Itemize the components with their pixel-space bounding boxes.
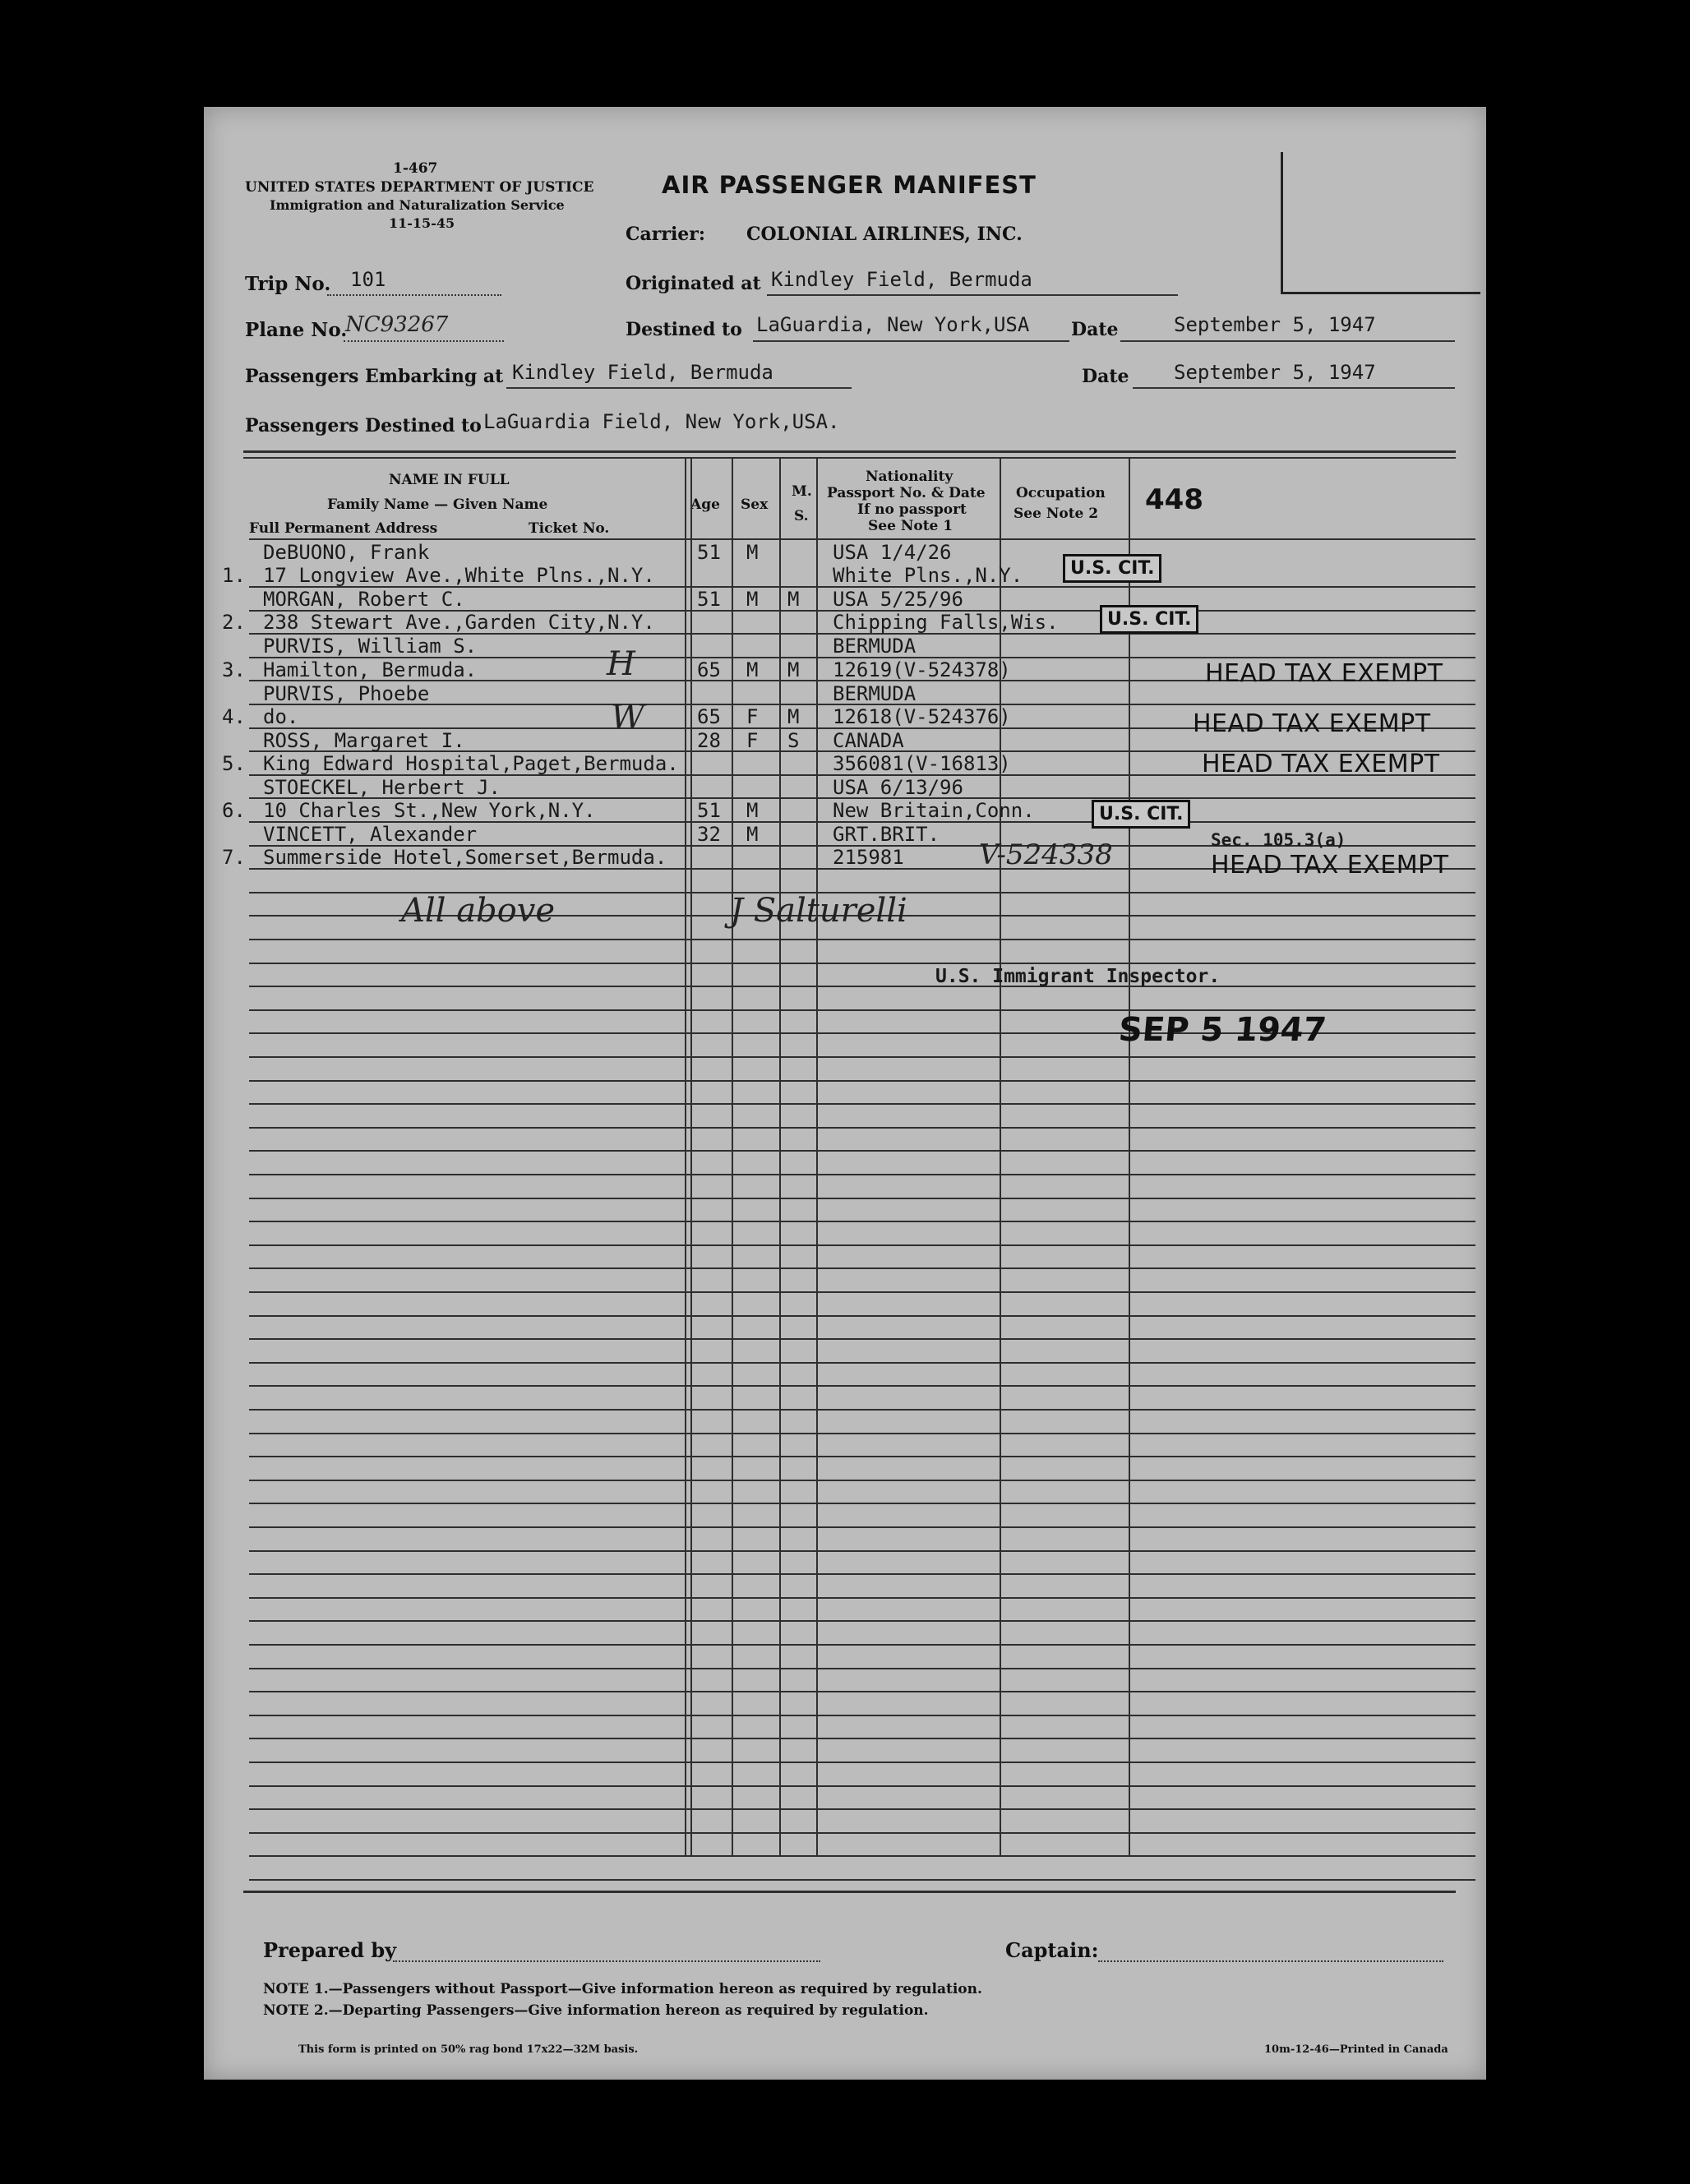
head-tax-stamp-4: HEAD TAX EXEMPT [1193, 709, 1431, 738]
plane-label: Plane No. [245, 319, 348, 341]
double-rule-bottom [243, 457, 1456, 459]
ruled-line [249, 1762, 1475, 1763]
printed-note: This form is printed on 50% rag bond 17x22—32M basis. [298, 2043, 639, 2056]
date-stamp: SEP 5 1947 [1116, 1011, 1328, 1049]
inspector-stamp: U.S. Immigrant Inspector. [935, 966, 1221, 987]
passenger-5-num: 5. [222, 752, 246, 775]
ruled-line [249, 939, 1475, 940]
captain-line [1098, 1940, 1443, 1962]
passenger-4-age: 65 [697, 705, 721, 728]
passenger-5-nat2: 356081(V-16813) [833, 752, 1011, 775]
carrier-value: COLONIAL AIRLINES, INC. [746, 224, 1023, 245]
h-mark: H [607, 645, 635, 683]
col-divider-sex [732, 459, 733, 1856]
passenger-5-age: 28 [697, 729, 721, 752]
passenger-7-num: 7. [222, 846, 246, 869]
ruled-line [249, 1832, 1475, 1834]
ruled-line [249, 1362, 1475, 1364]
date-value-1: September 5, 1947 [1174, 313, 1376, 336]
manifest-document [204, 107, 1486, 2080]
passenger-6-sex: M [746, 799, 759, 822]
originated-label: Originated at [626, 273, 761, 294]
col-sex: Sex [741, 496, 769, 513]
ruled-line [249, 986, 1475, 987]
col-ms-2: S. [794, 508, 809, 524]
ruled-line [249, 1385, 1475, 1387]
ruled-line [249, 1456, 1475, 1457]
ruled-line [249, 1480, 1475, 1481]
passenger-3-nat2: 12619(V-524378) [833, 658, 1011, 681]
destined-value: LaGuardia, New York,USA [756, 313, 1030, 336]
passenger-2-sex: M [746, 588, 759, 611]
col-divider-age-2 [690, 459, 692, 1856]
ruled-line [249, 1597, 1475, 1599]
passenger-2-nat1: USA 5/25/96 [833, 588, 963, 611]
ruled-line [249, 1855, 1475, 1857]
carrier-label: Carrier: [626, 224, 706, 245]
ruled-line [249, 1267, 1475, 1269]
passenger-2-ms: M [787, 588, 800, 611]
dest-pass-label: Passengers Destined to [245, 415, 482, 436]
passenger-7-sex: M [746, 823, 759, 846]
head-tax-stamp-7: HEAD TAX EXEMPT [1211, 851, 1449, 880]
passenger-3-age: 65 [697, 658, 721, 681]
passenger-3-address: Hamilton, Bermuda. [263, 658, 478, 681]
head-tax-stamp-3: HEAD TAX EXEMPT [1205, 659, 1443, 688]
ruled-line [249, 1573, 1475, 1575]
col-nat-2: Passport No. & Date [827, 485, 986, 501]
dest-pass-value: LaGuardia Field, New York,USA. [483, 410, 840, 433]
passenger-6-age: 51 [697, 799, 721, 822]
passenger-7-address: Summerside Hotel,Somerset,Bermuda. [263, 846, 667, 869]
passenger-6-nat1: USA 6/13/96 [833, 776, 963, 799]
passenger-2-address: 238 Stewart Ave.,Garden City,N.Y. [263, 611, 655, 634]
ruled-line [249, 1879, 1475, 1881]
passenger-2-num: 2. [222, 611, 246, 634]
destined-label: Destined to [626, 319, 742, 340]
passenger-4-ms: M [787, 705, 800, 728]
passenger-3-nat1: BERMUDA [833, 635, 917, 658]
originated-value: Kindley Field, Bermuda [771, 268, 1032, 291]
passenger-3-sex: M [746, 658, 759, 681]
passenger-5-ms: S [787, 729, 800, 752]
page-number: 448 [1145, 483, 1203, 516]
col-nat-3: If no passport [857, 501, 967, 518]
ruled-line [249, 1315, 1475, 1317]
w-mark: W [611, 699, 645, 736]
ruled-line [249, 1668, 1475, 1669]
ruled-line [249, 1127, 1475, 1129]
ruled-line [249, 1550, 1475, 1552]
passenger-5-address: King Edward Hospital,Paget,Bermuda. [263, 752, 679, 775]
passenger-4-name: PURVIS, Phoebe [263, 682, 430, 705]
section-stamp: Sec. 105.3(a) [1211, 830, 1346, 850]
ruled-line [249, 1080, 1475, 1082]
ruled-line [249, 538, 1475, 540]
passenger-6-nat2: New Britain,Conn. [833, 799, 1035, 822]
us-cit-stamp-3: U.S. CIT. [1092, 800, 1190, 829]
ruled-line [249, 1644, 1475, 1646]
passenger-6-address: 10 Charles St.,New York,N.Y. [263, 799, 596, 822]
ruled-line [249, 1808, 1475, 1810]
trip-label: Trip No. [245, 273, 331, 295]
passenger-1-address: 17 Longview Ave.,White Plns.,N.Y. [263, 564, 655, 587]
passenger-4-nat2: 12618(V-524376) [833, 705, 1011, 728]
passenger-2-name: MORGAN, Robert C. [263, 588, 465, 611]
passenger-5-name: ROSS, Margaret I. [263, 729, 465, 752]
passenger-1-nat1: USA 1/4/26 [833, 541, 952, 564]
passenger-2-age: 51 [697, 588, 721, 611]
ruled-line [249, 1691, 1475, 1692]
inspector-signature: J Salturelli [730, 892, 907, 930]
col-divider-age [685, 459, 686, 1856]
col-name-title: NAME IN FULL [389, 472, 510, 488]
trip-value: 101 [350, 268, 386, 291]
us-cit-stamp-2: U.S. CIT. [1100, 605, 1198, 634]
col-name-sub: Family Name — Given Name [327, 496, 548, 513]
service: Immigration and Naturalization Service [270, 197, 565, 213]
date-value-2: September 5, 1947 [1174, 361, 1376, 384]
col-ticket: Ticket No. [529, 520, 610, 537]
ruled-line [249, 1244, 1475, 1246]
form-date: 11-15-45 [389, 215, 455, 231]
us-cit-stamp-1: U.S. CIT. [1063, 554, 1161, 583]
captain-label: Captain: [1005, 1938, 1099, 1962]
all-above-note: All above [401, 892, 555, 930]
ruled-line [249, 1738, 1475, 1739]
passenger-4-nat1: BERMUDA [833, 682, 917, 705]
passenger-5-nat1: CANADA [833, 729, 904, 752]
passenger-2-nat2: Chipping Falls,Wis. [833, 611, 1059, 634]
ruled-line [249, 1526, 1475, 1528]
passenger-7-name: VINCETT, Alexander [263, 823, 478, 846]
col-address: Full Permanent Address [249, 520, 438, 537]
ruled-line [249, 1221, 1475, 1222]
passenger-4-address: do. [263, 705, 299, 728]
passenger-3-name: PURVIS, William S. [263, 635, 478, 658]
col-occ-2: See Note 2 [1014, 506, 1099, 522]
passenger-4-sex: F [746, 705, 759, 728]
plane-value: NC93267 [345, 312, 449, 337]
department: UNITED STATES DEPARTMENT OF JUSTICE [245, 179, 594, 196]
embarking-value: Kindley Field, Bermuda [512, 361, 773, 384]
visa-handwritten-7: V-524338 [979, 838, 1113, 871]
ruled-line [249, 1503, 1475, 1504]
col-divider-nat [816, 459, 818, 1856]
passenger-7-age: 32 [697, 823, 721, 846]
date-label-1: Date [1071, 319, 1119, 340]
prepared-line [393, 1940, 820, 1962]
passenger-1-nat2: White Plns.,N.Y. [833, 564, 1023, 587]
passenger-1-num: 1. [222, 564, 246, 587]
passenger-7-nat2: 215981 [833, 846, 904, 869]
ruled-line [249, 1620, 1475, 1622]
manifest-title: AIR PASSENGER MANIFEST [662, 171, 1037, 199]
ruled-line [249, 1409, 1475, 1411]
col-nat-1: Nationality [866, 469, 954, 485]
ruled-line [249, 1103, 1475, 1105]
ruled-line [249, 1433, 1475, 1434]
passenger-6-num: 6. [222, 799, 246, 822]
passenger-4-num: 4. [222, 705, 246, 728]
note-1: NOTE 1.—Passengers without Passport—Give information hereon as required by regulation. [263, 1981, 982, 1997]
prepared-label: Prepared by [263, 1938, 397, 1962]
date-label-2: Date [1082, 366, 1129, 387]
passenger-1-name: DeBUONO, Frank [263, 541, 430, 564]
passenger-3-ms: M [787, 658, 800, 681]
col-ms-1: M. [792, 483, 812, 500]
ruled-line [249, 1338, 1475, 1340]
passenger-3-num: 3. [222, 658, 246, 681]
footer-rule [243, 1891, 1456, 1893]
embarking-label: Passengers Embarking at [245, 366, 504, 387]
ruled-line [249, 1715, 1475, 1716]
ruled-line [249, 1174, 1475, 1175]
ruled-line [249, 963, 1475, 964]
passenger-5-sex: F [746, 729, 759, 752]
note-2: NOTE 2.—Departing Passengers—Give information hereon as required by regulation. [263, 2002, 929, 2019]
ruled-line [249, 1056, 1475, 1058]
corner-box [1281, 152, 1480, 294]
ruled-line [249, 1198, 1475, 1199]
head-tax-stamp-5: HEAD TAX EXEMPT [1202, 750, 1440, 778]
col-occ-1: Occupation [1016, 485, 1106, 501]
col-age: Age [690, 496, 720, 513]
ruled-line [249, 1291, 1475, 1293]
passenger-6-name: STOECKEL, Herbert J. [263, 776, 501, 799]
double-rule-top [243, 450, 1456, 453]
col-divider-end [1129, 459, 1130, 1856]
passenger-7-nat1: GRT.BRIT. [833, 823, 940, 846]
col-nat-4: See Note 1 [868, 518, 954, 534]
passenger-1-age: 51 [697, 541, 721, 564]
passenger-1-sex: M [746, 541, 759, 564]
ruled-line [249, 1785, 1475, 1787]
form-number: 1-467 [393, 160, 438, 177]
col-divider-ms [779, 459, 781, 1856]
printing-code: 10m-12-46—Printed in Canada [1264, 2043, 1448, 2056]
ruled-line [249, 1150, 1475, 1152]
